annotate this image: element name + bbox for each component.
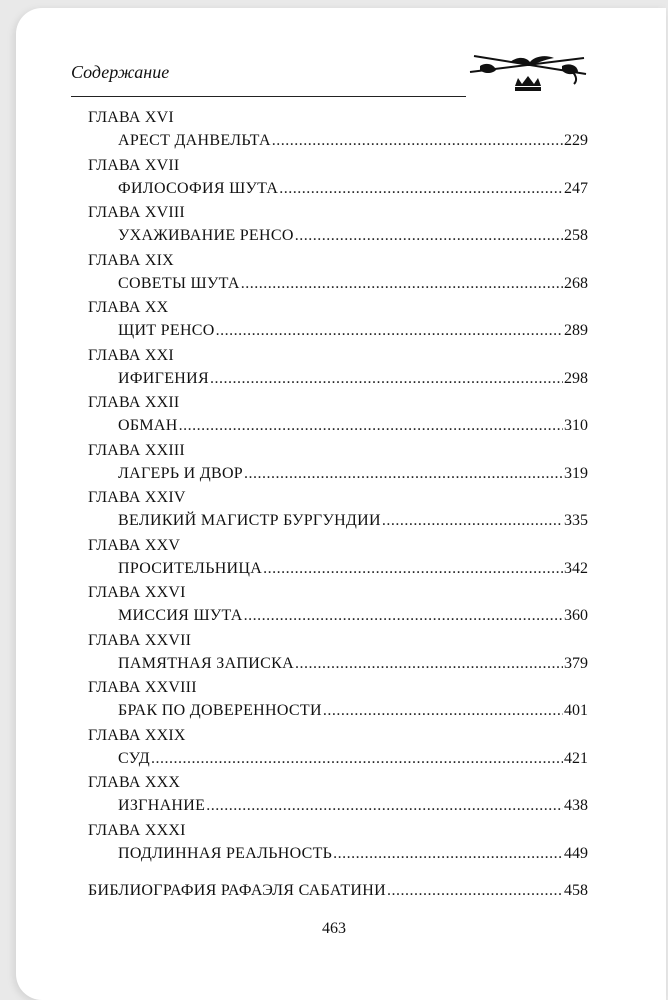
page-ref: 319 — [564, 464, 588, 482]
toc-chapter — [88, 393, 588, 441]
chapter-title: ЩИТ РЕНСО — [118, 322, 215, 339]
chapter-title: ПАМЯТНАЯ ЗАПИСКА — [118, 654, 294, 672]
dot-leader — [179, 415, 563, 437]
chapter-title: ФИЛОСОФИЯ ШУТА — [118, 179, 279, 197]
dot-leader — [151, 748, 563, 770]
dot-leader — [387, 880, 563, 902]
chapter-title: ОБМАН — [118, 417, 178, 434]
toc-chapter — [88, 821, 588, 869]
chapter-label: ГЛАВА XVI — [88, 109, 174, 126]
page-ref: 229 — [564, 132, 588, 149]
dot-leader — [382, 510, 563, 532]
toc-entry[interactable] — [88, 415, 588, 437]
dot-leader — [263, 558, 563, 580]
toc-chapter — [88, 773, 588, 821]
chapter-label: ГЛАВА XXVI — [88, 584, 186, 601]
chapter-label: ГЛАВА XXV — [88, 536, 181, 554]
chapter-title: ИЗГНАНИЕ — [118, 797, 206, 814]
chapter-label: ГЛАВА XX — [88, 299, 169, 316]
page-ref: 458 — [564, 882, 588, 899]
toc-entry[interactable] — [88, 843, 588, 865]
page-ref: 342 — [564, 559, 588, 577]
toc-chapter — [88, 441, 588, 489]
page-ref: 401 — [564, 702, 588, 719]
page-ref: 438 — [564, 797, 588, 814]
toc-entry[interactable] — [88, 558, 588, 580]
toc-chapter — [88, 631, 588, 679]
toc-chapter — [88, 108, 588, 156]
toc-entry[interactable] — [88, 605, 588, 627]
toc-entry[interactable] — [88, 795, 588, 817]
dot-leader — [244, 463, 563, 485]
chapter-title: СУД — [118, 749, 150, 767]
dot-leader — [210, 368, 563, 390]
toc-chapter — [88, 251, 588, 299]
running-head: Содержание — [71, 62, 170, 82]
chapter-label: ГЛАВА XXIV — [88, 489, 186, 506]
toc-chapter — [88, 536, 588, 584]
toc-chapter — [88, 203, 588, 251]
chapter-title: БРАК ПО ДОВЕРЕННОСТИ — [118, 702, 322, 719]
toc-entry[interactable] — [88, 700, 588, 722]
toc-entry[interactable] — [88, 653, 588, 675]
dot-leader — [216, 320, 563, 342]
dot-leader — [272, 130, 563, 152]
chapter-label: ГЛАВА XXVII — [88, 631, 192, 649]
toc-entry[interactable] — [88, 368, 588, 390]
chapter-label: ГЛАВА XXIII — [88, 441, 185, 459]
chapter-label: ГЛАВА XVIII — [88, 204, 185, 221]
dot-leader — [295, 653, 563, 675]
chapter-title: АРЕСТ ДАНВЕЛЬТА — [118, 132, 271, 149]
dot-leader — [333, 843, 563, 865]
page-ref: 360 — [564, 607, 588, 624]
bibliography-title: БИБЛИОГРАФИЯ РАФАЭЛЯ САБАТИНИ — [88, 882, 386, 899]
toc-entry[interactable] — [88, 320, 588, 342]
chapter-label: ГЛАВА XXI — [88, 346, 174, 364]
toc-entry[interactable] — [88, 130, 588, 152]
chapter-title: УХАЖИВАНИЕ РЕНСО — [118, 227, 294, 244]
chapter-label: ГЛАВА XXIX — [88, 726, 186, 744]
chapter-title: МИССИЯ ШУТА — [118, 607, 243, 624]
chapter-title: ПРОСИТЕЛЬНИЦА — [118, 559, 263, 577]
toc-entry[interactable] — [88, 225, 588, 247]
page-number: 463 — [322, 920, 346, 937]
chapter-label: ГЛАВА XXVIII — [88, 679, 197, 696]
chapter-title: ПОДЛИННАЯ РЕАЛЬНОСТЬ — [118, 844, 333, 862]
page-ref: 449 — [564, 844, 588, 862]
page-ref: 421 — [564, 749, 588, 767]
toc-entry[interactable] — [88, 273, 588, 295]
page-ref: 258 — [564, 227, 588, 244]
dot-leader — [279, 178, 563, 200]
toc-entry[interactable] — [88, 463, 588, 485]
toc-entry[interactable] — [88, 748, 588, 770]
page-ref: 379 — [564, 654, 588, 672]
chapter-title: ВЕЛИКИЙ МАГИСТР БУРГУНДИИ — [118, 512, 381, 529]
chapter-label: ГЛАВА XIX — [88, 251, 174, 269]
page-ref: 247 — [564, 179, 588, 197]
toc-chapter — [88, 156, 588, 204]
dot-leader — [244, 605, 563, 627]
chapter-title: СОВЕТЫ ШУТА — [118, 274, 240, 292]
toc-entry[interactable] — [88, 178, 588, 200]
page-ref: 268 — [564, 274, 588, 292]
dot-leader — [295, 225, 563, 247]
page-ref: 289 — [564, 322, 588, 339]
page-ref: 298 — [564, 369, 588, 387]
header-rule — [71, 96, 466, 97]
toc-chapter — [88, 346, 588, 394]
toc-chapter — [88, 678, 588, 726]
page-ref: 335 — [564, 512, 588, 529]
toc-chapter — [88, 488, 588, 536]
crossed-swords-ornament-icon — [466, 44, 590, 106]
chapter-title: ИФИГЕНИЯ — [118, 369, 209, 387]
dot-leader — [241, 273, 563, 295]
toc-entry[interactable] — [88, 510, 588, 532]
chapter-label: ГЛАВА XVII — [88, 156, 180, 174]
table-of-contents — [88, 108, 588, 868]
chapter-label: ГЛАВА XXX — [88, 774, 181, 791]
chapter-title: ЛАГЕРЬ И ДВОР — [118, 464, 244, 482]
chapter-label: ГЛАВА XXII — [88, 394, 180, 411]
toc-chapter — [88, 298, 588, 346]
dot-leader — [323, 700, 563, 722]
dot-leader — [206, 795, 563, 817]
page-ref: 310 — [564, 417, 588, 434]
toc-entry-bibliography[interactable] — [88, 880, 588, 902]
toc-chapter — [88, 726, 588, 774]
chapter-label: ГЛАВА XXXI — [88, 821, 186, 839]
toc-chapter — [88, 583, 588, 631]
